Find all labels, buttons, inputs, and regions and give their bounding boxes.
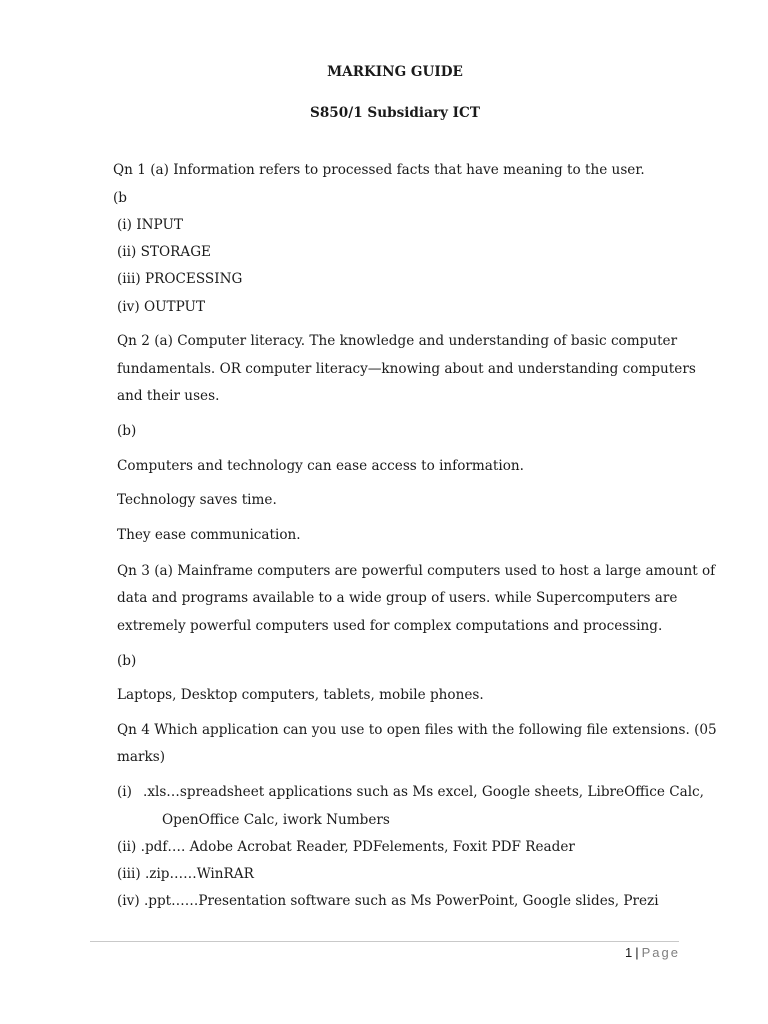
q4-item-ii: (ii) .pdf…. Adobe Acrobat Reader, PDFelements, Foxit PDF Reader	[117, 839, 575, 855]
q3b-item-1: Laptops, Desktop computers, tablets, mobile phones.	[117, 687, 484, 703]
footer-divider	[90, 941, 679, 942]
q4-item-i-line2: OpenOffice Calc, iwork Numbers	[162, 812, 390, 828]
q1b-item-ii: (ii) STORAGE	[117, 244, 211, 260]
q2b-item-1: Computers and technology can ease access to information.	[117, 458, 524, 474]
q2a-line2: fundamentals. OR computer literacy—knowing about and understanding computers	[117, 361, 696, 377]
q4-line2: marks)	[117, 749, 166, 765]
q1b-item-i: (i) INPUT	[117, 217, 183, 233]
q4-item-iv: (iv) .ppt……Presentation software such as Ms PowerPoint, Google slides, Prezi	[117, 893, 659, 909]
q3a-line1: Qn 3 (a) Mainframe computers are powerful computers used to host a large amount of	[117, 563, 716, 579]
q2a-line1: Qn 2 (a) Computer literacy. The knowledge and understanding of basic computer	[117, 333, 678, 349]
page-separator: |	[635, 945, 639, 960]
q4-item-iii: (iii) .zip……WinRAR	[117, 866, 254, 882]
q4-line1: Qn 4 Which application can you use to open files with the following file extensions. (05	[117, 722, 717, 738]
q4-item-i-number: (i)	[117, 784, 132, 800]
q1b-item-iv: (iv) OUTPUT	[117, 299, 206, 315]
document-subtitle: S850/1 Subsidiary ICT	[310, 105, 480, 121]
q2b-item-3: They ease communication.	[117, 527, 301, 543]
q2b-item-2: Technology saves time.	[117, 492, 277, 508]
q3a-line2: data and programs available to a wide group of users. while Supercomputers are	[117, 590, 678, 606]
q1a-text: Qn 1 (a) Information refers to processed facts that have meaning to the user.	[113, 162, 645, 178]
q2a-line3: and their uses.	[117, 388, 220, 404]
q2b-label: (b)	[117, 423, 137, 439]
q3b-label: (b)	[117, 653, 137, 669]
page-footer	[580, 945, 680, 960]
page-label: Page	[641, 945, 680, 960]
document-title: MARKING GUIDE	[327, 64, 463, 80]
page-number: 1	[625, 945, 633, 960]
q4-item-i-line1: .xls…spreadsheet applications such as Ms excel, Google sheets, LibreOffice Calc,	[143, 784, 704, 800]
q1b-item-iii: (iii) PROCESSING	[117, 271, 243, 287]
q3a-line3: extremely powerful computers used for complex computations and processing.	[117, 618, 663, 634]
q1b-label: (b	[113, 190, 128, 206]
